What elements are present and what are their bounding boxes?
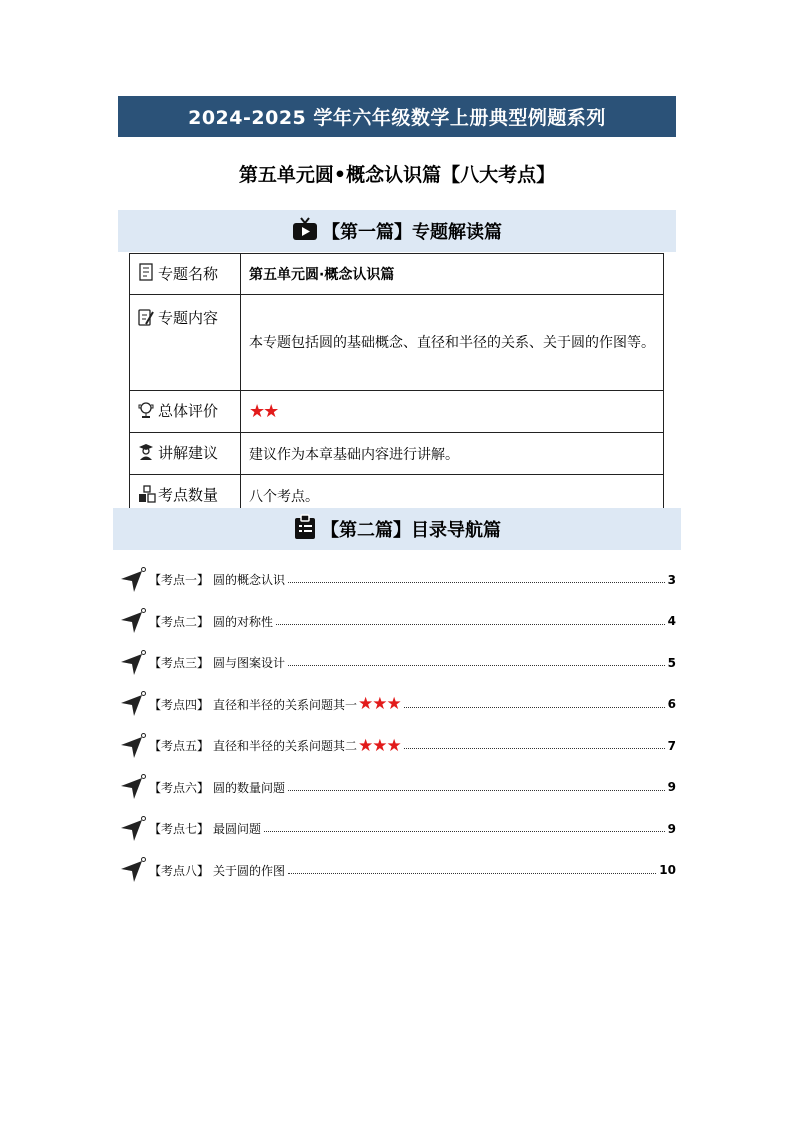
navigation-arrow-icon <box>120 774 146 800</box>
toc-entry-5[interactable] <box>120 725 676 767</box>
dot-leader <box>288 582 665 583</box>
count-value: 八个考点。 <box>241 475 664 517</box>
toc-page: 5 <box>667 655 676 670</box>
row-label: 总体评价 <box>158 402 219 421</box>
topic-name-value: 第五单元圆·概念认识篇 <box>241 254 664 295</box>
blocks-icon <box>138 485 156 507</box>
toc-entry-6[interactable] <box>120 767 676 809</box>
toc-label: 【考点四】 <box>149 697 210 712</box>
table-row <box>130 433 664 475</box>
difficulty-stars: ★★★ <box>358 735 401 756</box>
series-banner: 2024-2025 学年六年级数学上册典型例题系列 <box>118 96 676 137</box>
table-row <box>130 295 664 391</box>
dot-leader <box>404 748 665 749</box>
toc-page: 10 <box>659 863 676 878</box>
toc-page: 9 <box>667 780 676 795</box>
navigation-arrow-icon <box>120 857 146 883</box>
trophy-icon <box>138 401 156 423</box>
toc-entry-7[interactable] <box>120 808 676 850</box>
page-title: 第五单元圆•概念认识篇【八大考点】 <box>238 164 556 186</box>
dot-leader <box>288 790 665 791</box>
toc-title: 圆的对称性 <box>213 614 274 629</box>
toc-entry-3[interactable] <box>120 642 676 684</box>
toc-entry-8[interactable] <box>120 850 676 892</box>
row-label: 专题名称 <box>158 264 219 283</box>
row-label: 讲解建议 <box>158 444 219 463</box>
teacher-icon <box>138 443 156 465</box>
toc-title: 圆的数量问题 <box>213 780 286 795</box>
navigation-arrow-icon <box>120 733 146 759</box>
section-header-2 <box>113 508 681 550</box>
section-header-1 <box>118 210 676 252</box>
toc-page: 7 <box>667 738 676 753</box>
table-of-contents <box>120 559 676 891</box>
table-row <box>130 391 664 433</box>
rating-stars: ★★ <box>249 401 278 422</box>
toc-label: 【考点三】 <box>149 656 210 671</box>
table-row <box>130 254 664 295</box>
dot-leader <box>276 624 665 625</box>
toc-label: 【考点六】 <box>149 780 210 795</box>
navigation-arrow-icon <box>120 650 146 676</box>
suggestion-value: 建议作为本章基础内容进行讲解。 <box>241 433 664 475</box>
clipboard-icon <box>293 514 317 545</box>
toc-page: 3 <box>667 572 676 587</box>
toc-label: 【考点二】 <box>149 614 210 629</box>
section-title: 【第二篇】目录导航篇 <box>321 520 501 541</box>
toc-entry-2[interactable] <box>120 601 676 643</box>
toc-title: 圆与图案设计 <box>213 656 286 671</box>
navigation-arrow-icon <box>120 816 146 842</box>
toc-entry-1[interactable] <box>120 559 676 601</box>
tv-icon <box>292 217 318 246</box>
toc-page: 6 <box>667 697 676 712</box>
navigation-arrow-icon <box>120 691 146 717</box>
toc-label: 【考点七】 <box>149 822 210 837</box>
dot-leader <box>264 831 665 832</box>
dot-leader <box>288 665 665 666</box>
dot-leader <box>404 707 665 708</box>
toc-label: 【考点五】 <box>149 739 210 754</box>
toc-title: 直径和半径的关系问题其一 <box>213 697 358 712</box>
toc-title: 关于圆的作图 <box>213 863 286 878</box>
toc-entry-4[interactable] <box>120 684 676 726</box>
toc-title: 圆的概念认识 <box>213 573 286 588</box>
section-title: 【第一篇】专题解读篇 <box>322 222 502 243</box>
edit-note-icon <box>138 308 156 330</box>
row-label: 专题内容 <box>158 309 219 327</box>
toc-page: 4 <box>667 614 676 629</box>
topic-content-value: 本专题包括圆的基础概念、直径和半径的关系、关于圆的作图等。 <box>241 295 664 391</box>
toc-label: 【考点八】 <box>149 863 210 878</box>
toc-page: 9 <box>667 821 676 836</box>
toc-label: 【考点一】 <box>149 573 210 588</box>
navigation-arrow-icon <box>120 567 146 593</box>
topic-info-table <box>129 253 664 517</box>
dot-leader <box>288 873 656 874</box>
toc-title: 直径和半径的关系问题其二 <box>213 739 358 754</box>
document-list-icon <box>138 263 156 285</box>
navigation-arrow-icon <box>120 608 146 634</box>
row-label: 考点数量 <box>158 486 219 505</box>
toc-title: 最圆问题 <box>213 822 262 837</box>
difficulty-stars: ★★★ <box>358 694 401 715</box>
